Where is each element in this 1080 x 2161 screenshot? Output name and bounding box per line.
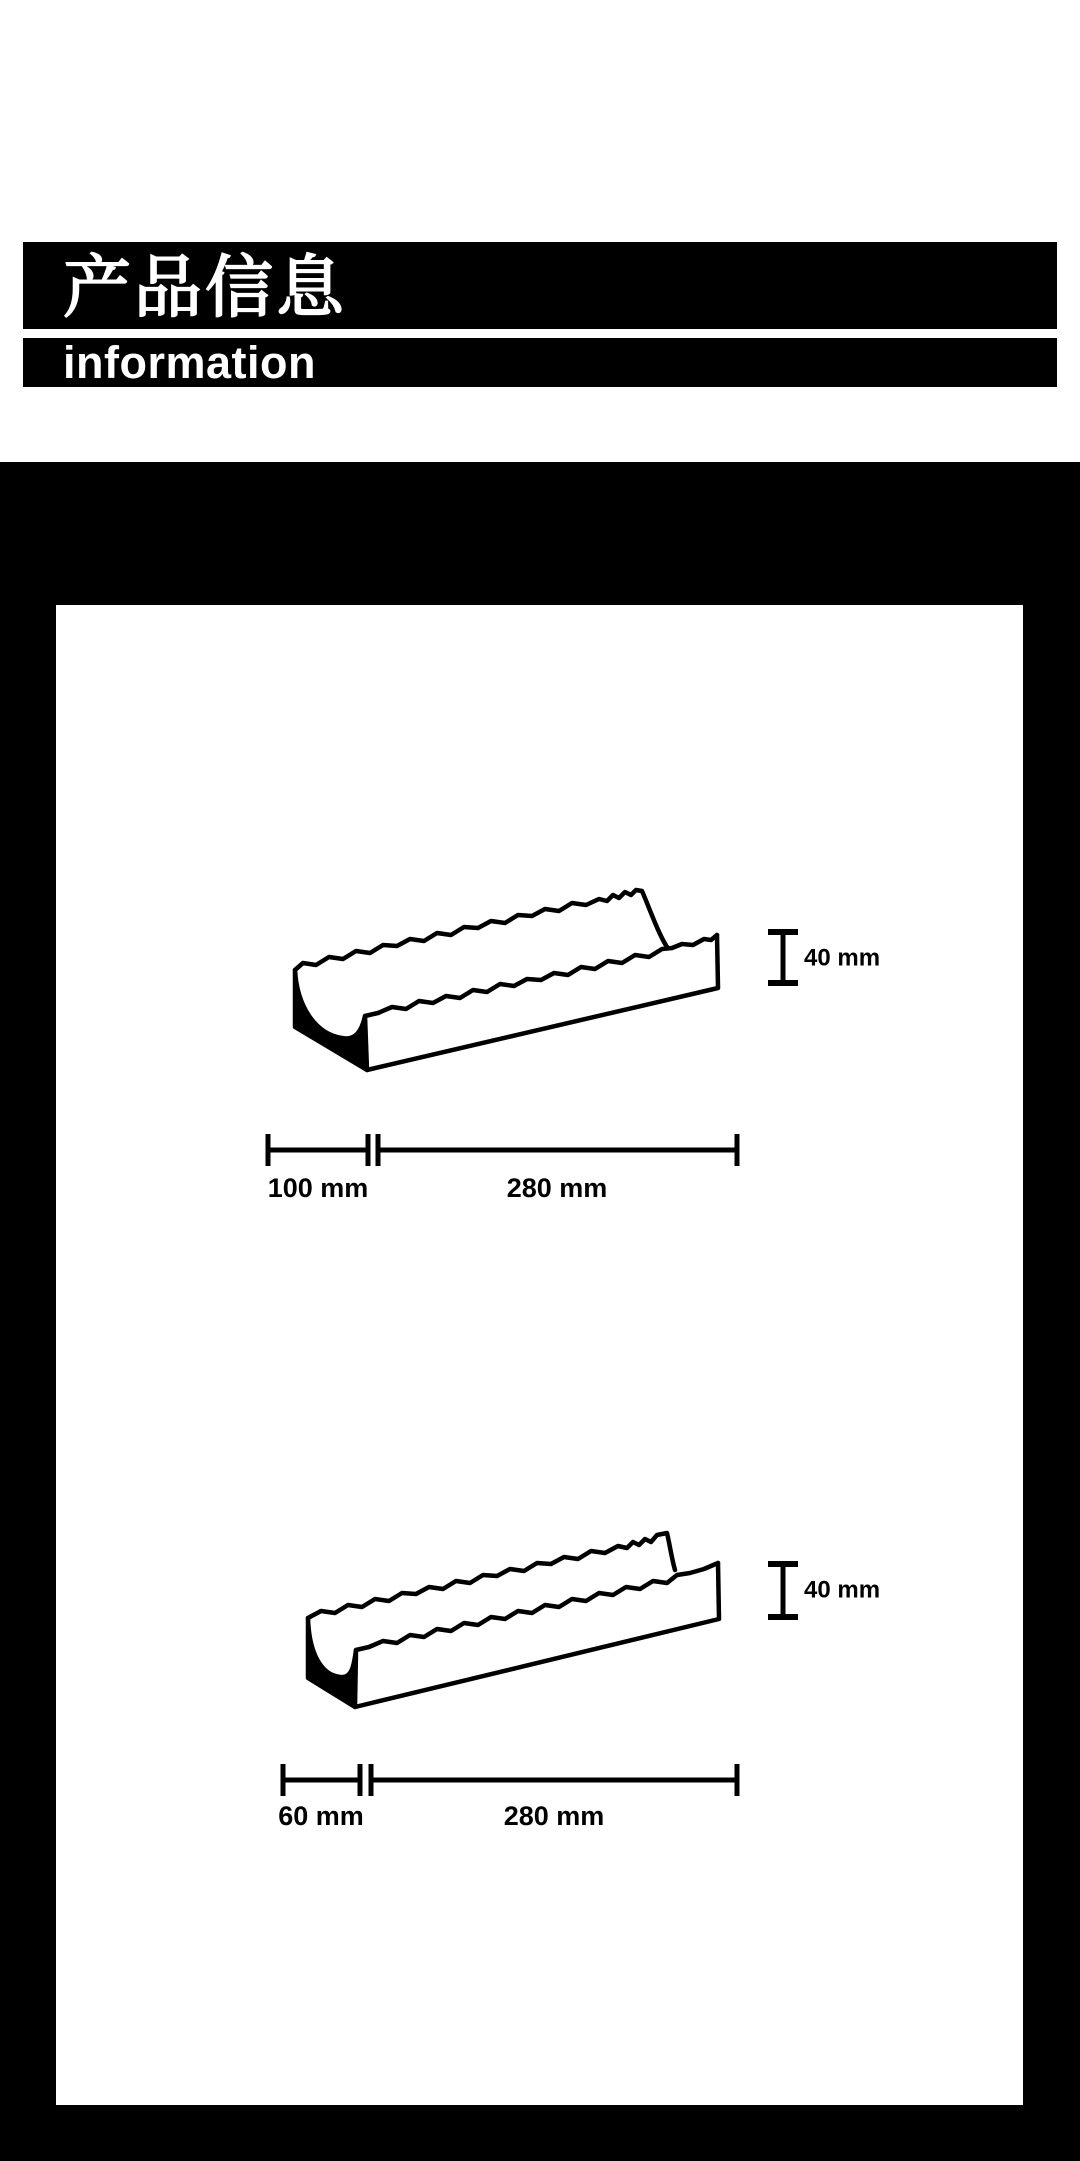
width-label-top-left: 100 mm — [267, 1173, 369, 1203]
length-label-top: 280 mm — [506, 1173, 608, 1203]
trough-bottom-back-edge — [308, 1533, 675, 1618]
title-bar — [23, 242, 1057, 329]
trough-bottom-end-face — [308, 1618, 356, 1707]
height-dimension-bottom — [768, 1564, 880, 1617]
product-frame — [0, 462, 1080, 2161]
trough-top-front-rim-edge — [365, 935, 717, 1016]
diagram-top-trough — [295, 890, 718, 1070]
width-dimension-bottom — [278, 1764, 737, 1831]
page-subtitle: information — [63, 337, 316, 388]
height-dimension-top — [768, 932, 880, 983]
subtitle-bar — [23, 338, 1057, 387]
height-label-bottom: 40 mm — [804, 1576, 881, 1604]
diagram-bottom-trough — [308, 1533, 719, 1707]
width-dimension-top — [268, 1134, 737, 1203]
width-label-bottom-left: 60 mm — [278, 1801, 364, 1831]
trough-diagrams — [56, 605, 1023, 2105]
trough-bottom-front-rim-edge — [356, 1563, 718, 1650]
product-panel — [56, 605, 1023, 2105]
page-title: 产品信息 — [63, 250, 348, 326]
length-label-bottom: 280 mm — [503, 1801, 605, 1831]
trough-top-end-face — [295, 970, 367, 1070]
height-label-top: 40 mm — [804, 944, 881, 972]
trough-top-back-edge — [295, 890, 667, 970]
